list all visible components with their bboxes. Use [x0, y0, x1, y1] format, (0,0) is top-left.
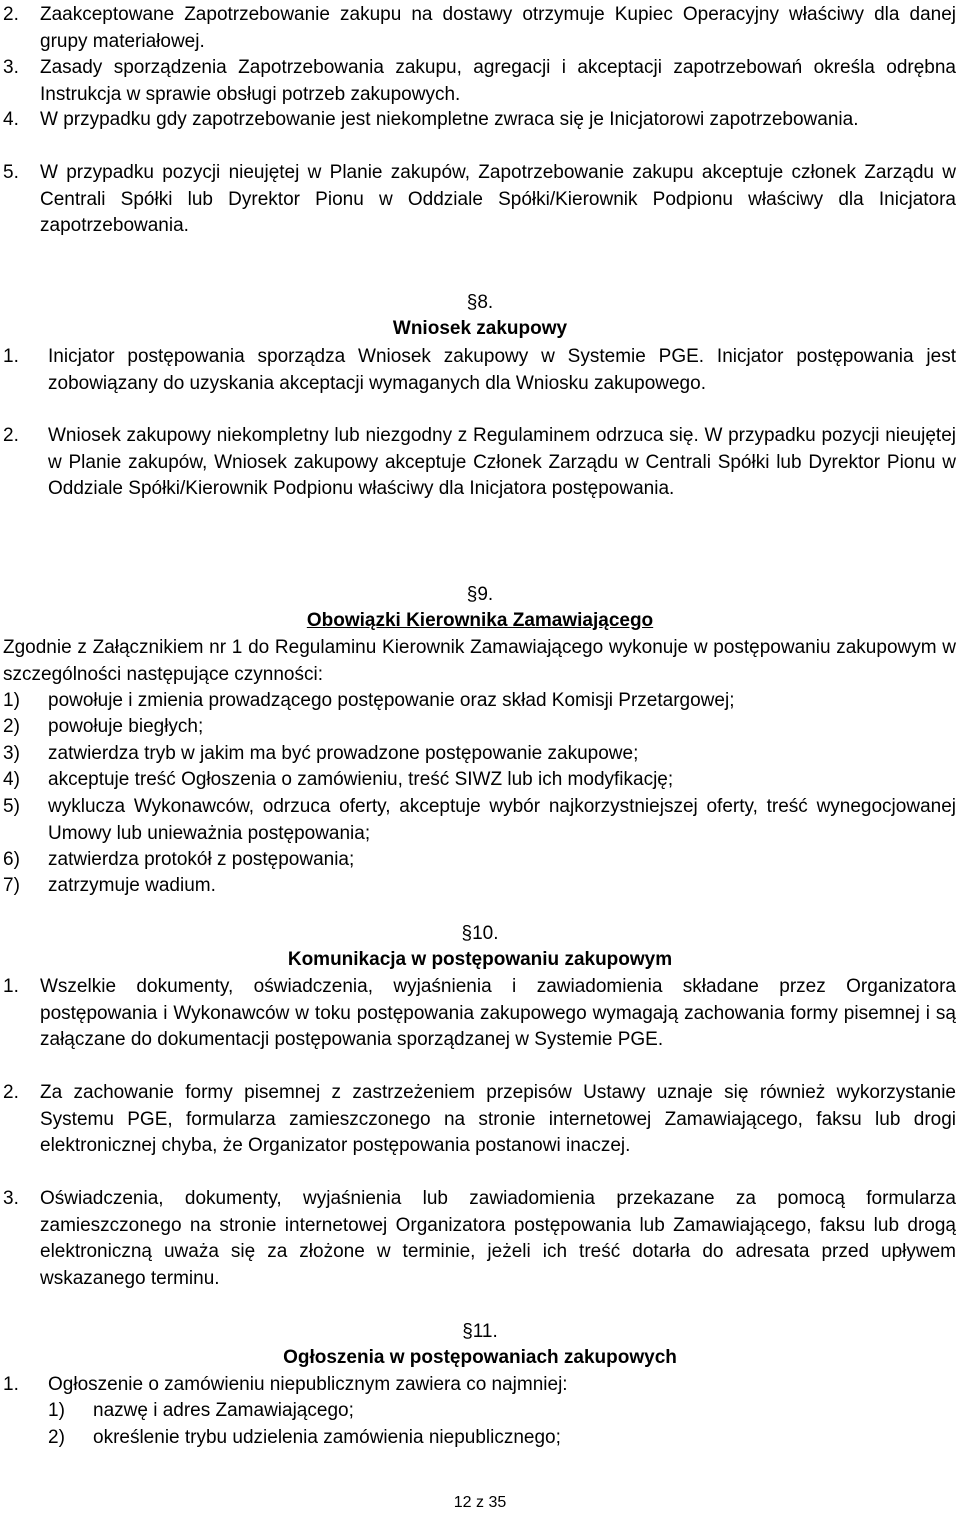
list-number: 5): [3, 796, 20, 817]
list-number: 4.: [3, 109, 19, 130]
list-item: określenie trybu udzielenia zamówienia niepublicznego;: [93, 1427, 561, 1448]
list-number: 2.: [3, 4, 19, 25]
list-item: Inicjator postępowania sporządza Wniosek zakupowy w Systemie PGE. Inicjator postępowania jest zobowiązany do uzyskania akceptacji wymaganych dla Wniosku zakupowego.: [48, 346, 956, 394]
list-item: W przypadku pozycji nieujętej w Planie zakupów, Zapotrzebowanie zakupu akceptuje członek Zarządu w Centrali Spółki lub Dyrektor Pionu w Oddziale Spółki/Kierownik Podpionu właściwy dla Inicjatora zapotrzebowania.: [40, 162, 956, 236]
list-item: wyklucza Wykonawców, odrzuca oferty, akceptuje wybór najkorzystniejszej oferty, treść wynegocjowanej Umowy lub unieważnia postępowania;: [48, 796, 956, 844]
list-item: powołuje biegłych;: [48, 716, 204, 737]
list-item: nazwę i adres Zamawiającego;: [93, 1400, 354, 1421]
list-number: 1): [3, 690, 20, 711]
list-number: 1.: [3, 346, 19, 367]
list-item: akceptuje treść Ogłoszenia o zamówieniu, treść SIWZ lub ich modyfikację;: [48, 769, 674, 790]
list-number: 1): [48, 1400, 65, 1421]
list-number: 2): [48, 1427, 65, 1448]
list-number: 1.: [3, 1374, 19, 1395]
list-number: 1.: [3, 976, 19, 997]
list-item: Wszelkie dokumenty, oświadczenia, wyjaśnienia i zawiadomienia składane przez Organizatora postępowania i Wykonawców w toku postępowania zakupowego wymagają zachowania formy pisemnej i są załączane do dokumentacji postępowania sporządzanej w Systemie PGE.: [40, 976, 956, 1050]
page-number: 12 z 35: [453, 1494, 507, 1511]
list-item: zatwierdza tryb w jakim ma być prowadzone postępowanie zakupowe;: [48, 743, 639, 764]
list-item: Ogłoszenie o zamówieniu niepublicznym zawiera co najmniej:: [48, 1374, 568, 1395]
list-item: Za zachowanie formy pisemnej z zastrzeżeniem przepisów Ustawy uznaje się również wykorzystanie Systemu PGE, formularza zamieszczonego na stronie internetowej Zamawiającego, faksu lub drogi elektronicznej chyba, że Organizator postępowania postanowi inaczej.: [40, 1082, 956, 1156]
section-title: Komunikacja w postępowaniu zakupowym: [287, 949, 673, 970]
list-item: Wniosek zakupowy niekompletny lub niezgodny z Regulaminem odrzuca się. W przypadku pozycji nieujętej w Planie zakupów, Wniosek zakupowy akceptuje Członek Zarządu w Centrali Spółki lub Dyrektor Pionu w Oddziale Spółki/Kierownik Podpionu właściwy dla Inicjatora postępowania.: [48, 425, 956, 499]
list-item: zatwierdza protokół z postępowania;: [48, 849, 355, 870]
list-number: 2.: [3, 425, 19, 446]
list-number: 3.: [3, 1188, 19, 1209]
list-item: zatrzymuje wadium.: [48, 875, 216, 896]
section-sign: §11.: [462, 1321, 498, 1342]
list-number: 2.: [3, 1082, 19, 1103]
list-number: 6): [3, 849, 20, 870]
section-title: Wniosek zakupowy: [392, 318, 568, 339]
list-item: W przypadku gdy zapotrzebowanie jest niekompletne zwraca się je Inicjatorowi zapotrzebowania.: [40, 109, 859, 130]
list-item: powołuje i zmienia prowadzącego postępowanie oraz skład Komisji Przetargowej;: [48, 690, 735, 711]
section-sign: §10.: [461, 923, 499, 944]
list-number: 3): [3, 743, 20, 764]
list-number: 3.: [3, 57, 19, 78]
list-number: 4): [3, 769, 20, 790]
section-title: Obowiązki Kierownika Zamawiającego: [306, 610, 654, 631]
list-item: Oświadczenia, dokumenty, wyjaśnienia lub zawiadomienia przekazane za pomocą formularza zamieszczonego na stronie internetowej Organizatora postępowania lub Zamawiającego, faksu lub drogą elektroniczną uważa się za złożone w terminie, jeżeli ich treść dotarła do adresata przed upływem wskazanego terminu.: [40, 1188, 956, 1289]
list-number: 2): [3, 716, 20, 737]
section-sign: §8.: [466, 292, 494, 313]
section-title: Ogłoszenia w postępowaniach zakupowych: [283, 1347, 677, 1368]
section-intro: Zgodnie z Załącznikiem nr 1 do Regulaminu Kierownik Zamawiającego wykonuje w postępowaniu zakupowym w szczególności następujące czynności:: [3, 637, 956, 685]
list-item: Zaakceptowane Zapotrzebowanie zakupu na dostawy otrzymuje Kupiec Operacyjny właściwy dla danej grupy materiałowej.: [40, 4, 956, 52]
section-sign: §9.: [466, 584, 494, 605]
list-item: Zasady sporządzenia Zapotrzebowania zakupu, agregacji i akceptacji zapotrzebowań określa odrębna Instrukcja w sprawie obsługi potrzeb zakupowych.: [40, 57, 956, 105]
list-number: 7): [3, 875, 20, 896]
list-number: 5.: [3, 162, 19, 183]
